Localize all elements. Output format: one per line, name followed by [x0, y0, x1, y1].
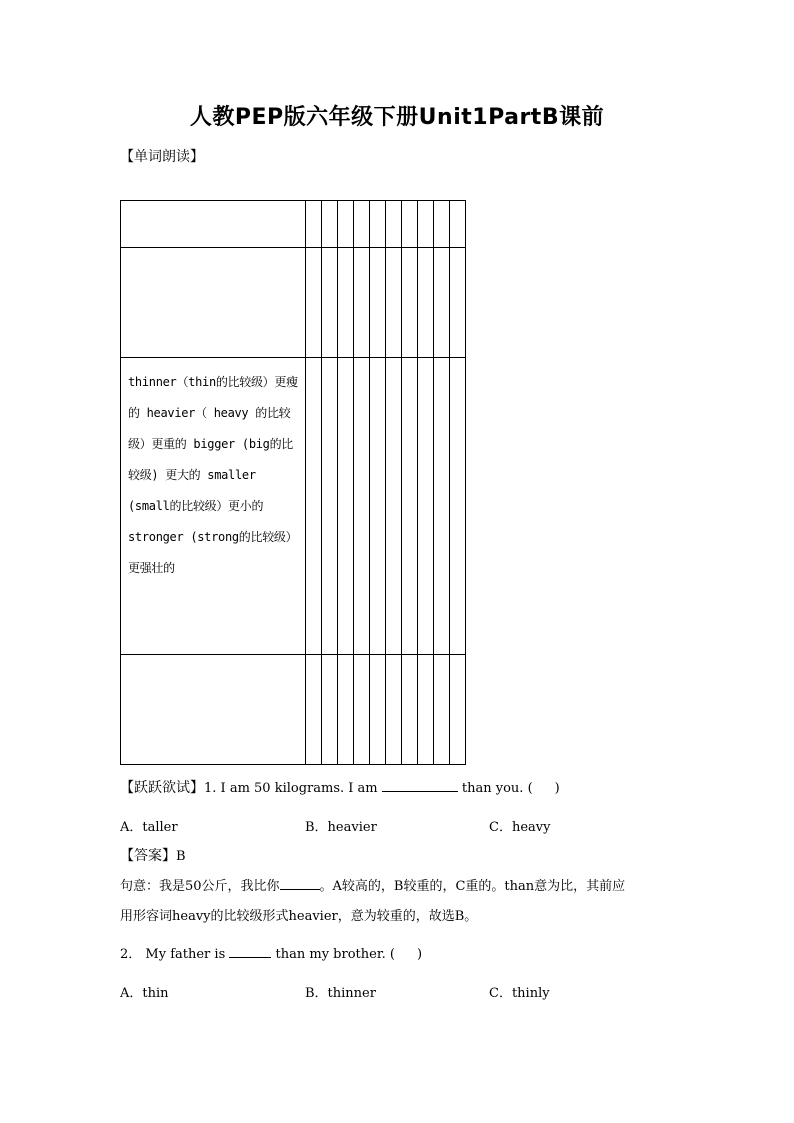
question-2	[120, 945, 422, 965]
vocab-word-list: thinner（thin的比较级）更瘦的 heavier（ heavy 的比较级）更重的 bigger (big的比较级) 更大的 smaller (small的比较级）更小的 stronger (strong的比较级）更强壮的	[121, 358, 306, 655]
question-prefix: I am 50 kilograms. I am	[220, 781, 378, 796]
explanation: 句意：我是50公斤，我比你 。A较高的，B较重的，C重的。than意为比，其前应	[120, 879, 626, 894]
option-a[interactable]: A．thin	[120, 986, 169, 1001]
option-c[interactable]: C．heavy	[489, 820, 551, 835]
answer-blank[interactable]	[229, 957, 271, 958]
table-row	[121, 201, 466, 248]
table-cell	[121, 201, 306, 248]
option-a[interactable]: A．taller	[120, 820, 178, 835]
answer-value: B	[176, 849, 186, 864]
question-1	[120, 778, 560, 799]
question-paren-close: )	[554, 781, 560, 796]
question-paren-close: )	[416, 947, 423, 962]
page-title: 人教PEP版六年级下册Unit1PartB课前	[189, 105, 605, 130]
table-cell	[121, 655, 306, 765]
question-number: 2．	[120, 947, 142, 962]
question-suffix: than you. (	[461, 781, 533, 796]
question-prefix: My father is	[145, 947, 226, 962]
practice-heading: 【跃跃欲试】	[120, 780, 204, 796]
vocab-table	[120, 200, 466, 765]
table-row	[121, 248, 466, 358]
word-reading-heading: 【单词朗读】	[120, 149, 204, 165]
table-row	[121, 358, 466, 655]
option-b[interactable]: B．thinner	[305, 986, 376, 1001]
question-number: 1.	[204, 781, 217, 796]
explanation-blank	[280, 889, 320, 890]
table-cell	[121, 248, 306, 358]
answer-line	[120, 846, 186, 867]
answer-label: 【答案】	[120, 848, 176, 864]
answer-blank[interactable]	[382, 791, 458, 792]
table-row	[121, 655, 466, 765]
explanation-cont: 用形容词heavy的比较级形式heavier，意为较重的，故选B。	[120, 909, 478, 924]
option-b[interactable]: B．heavier	[305, 820, 377, 835]
question-suffix: than my brother. (	[275, 947, 395, 962]
option-c[interactable]: C．thinly	[489, 986, 550, 1001]
